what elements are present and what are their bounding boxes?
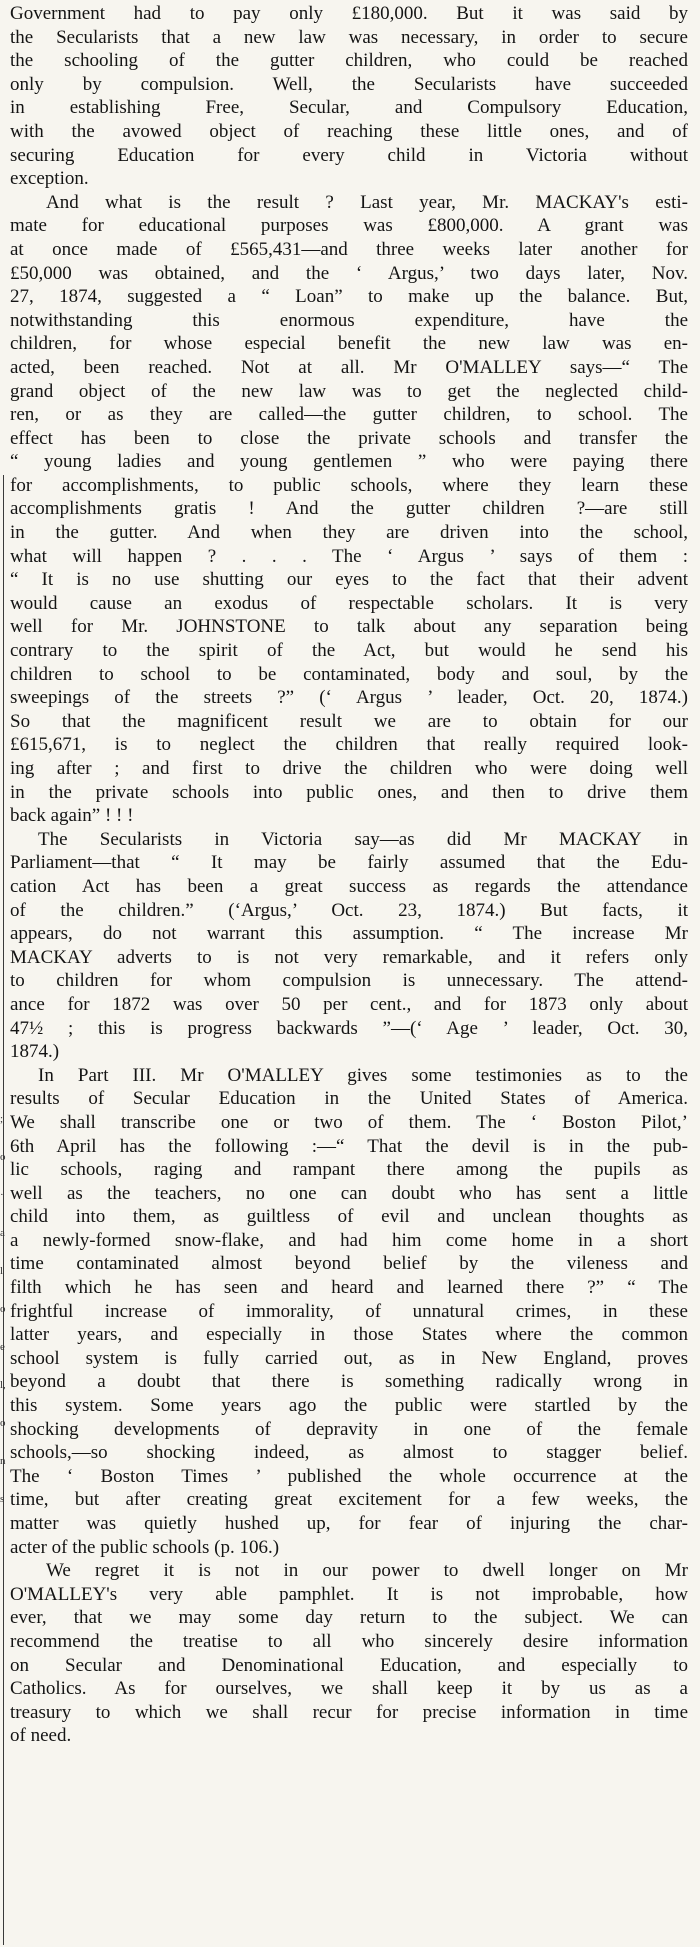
text-line: We shall transcribe one or two of them. The ‘ Boston Pilot,’ <box>10 1111 688 1133</box>
gutter-mark: n <box>0 1455 6 1467</box>
text-line: securing Education for every child in Victoria without <box>10 144 688 166</box>
text-line: sweepings of the streets ?” (‘ Argus ’ leader, Oct. 20, 1874.) <box>10 687 688 709</box>
gutter-mark: e <box>0 1341 5 1353</box>
text-line: ever, that we may some day return to the subject. We can <box>10 1607 688 1629</box>
text-line: the Secularists that a new law was necessary, in order to secure <box>10 26 688 48</box>
text-line: Government had to pay only £180,000. But it was said by <box>10 3 688 24</box>
text-line: at once made of £565,431—and three weeks later another for <box>10 238 688 260</box>
gutter-mark: l, <box>0 1379 6 1391</box>
text-line: the schooling of the gutter children, who could be reached <box>10 50 688 72</box>
gutter-mark: a <box>0 1227 5 1239</box>
text-line: treasury to which we shall recur for precise information in time <box>10 1701 688 1723</box>
text-line: this system. Some years ago the public were startled by the <box>10 1395 688 1417</box>
text-line: The Secularists in Victoria say—as did Mr MACKAY in <box>38 828 688 850</box>
text-column <box>10 2 688 1748</box>
text-line: would cause an exodus of respectable scholars. It is very <box>10 592 688 614</box>
paragraph-4 <box>10 1064 688 1559</box>
text-line: appears, do not warrant this assumption. “ The increase Mr <box>10 923 688 945</box>
gutter-marks <box>0 1100 8 1940</box>
text-line: effect has been to close the private schools and transfer the <box>10 427 688 449</box>
text-line: filth which he has seen and heard and learned there ?” “ The <box>10 1277 688 1299</box>
gutter-mark: ; <box>0 1113 4 1125</box>
text-line: of the children.” (‘Argus,’ Oct. 23, 1874.) But facts, it <box>10 899 688 921</box>
text-line: for accomplishments, to public schools, where they learn these <box>10 474 688 496</box>
text-line: matter was quietly hushed up, for fear of injuring the char- <box>10 1513 688 1534</box>
text-line: grand object of the new law was to get the neglected child- <box>10 380 688 402</box>
text-line: 47½ ; this is progress backwards ”—(‘ Age ’ leader, Oct. 30, <box>10 1017 688 1039</box>
text-line: in the gutter. And when they are driven into the school, <box>10 522 688 544</box>
text-line: what will happen ? . . . The ‘ Argus ’ says of them : <box>10 545 688 567</box>
text-line: a newly-formed snow-flake, and had him come home in a short <box>10 1229 688 1251</box>
gutter-mark: s <box>0 1493 5 1505</box>
text-line: results of Secular Education in the United States of America. <box>10 1088 688 1110</box>
text-line: on Secular and Denominational Education, and especially to <box>10 1654 688 1676</box>
text-line: only by compulsion. Well, the Secularists have succeeded <box>10 73 688 95</box>
text-line: contrary to the spirit of the Act, but would he send his <box>10 640 688 662</box>
text-line: in establishing Free, Secular, and Compulsory Education, <box>10 97 688 119</box>
gutter-mark: l <box>0 1265 4 1277</box>
text-line: schools,—so shocking indeed, as almost to stagger belief. <box>10 1442 688 1464</box>
text-line: to children for whom compulsion is unnecessary. The attend- <box>10 970 688 992</box>
text-line: back again” ! ! ! <box>10 805 134 827</box>
text-line: cation Act has been a great success as regards the attendance <box>10 875 688 897</box>
text-line: children, for whose especial benefit the new law was en- <box>10 333 688 355</box>
text-line: frightful increase of immorality, of unnatural crimes, in these <box>10 1300 688 1322</box>
text-line: ren, or as they are called—the gutter children, to school. The <box>10 404 688 426</box>
text-line: in the private schools into public ones, and then to drive them <box>10 781 688 803</box>
text-line: exception. <box>10 168 89 190</box>
gutter-mark: o <box>0 1151 6 1163</box>
text-line: with the avowed object of reaching these little ones, and of <box>10 120 688 142</box>
text-line: We regret it is not in our power to dwell longer on Mr <box>46 1560 688 1582</box>
gutter-mark: · <box>0 1189 4 1201</box>
text-line: recommend the treatise to all who sincerely desire information <box>10 1630 688 1652</box>
text-line: 6th April has the following :—“ That the devil is in the pub- <box>10 1135 688 1157</box>
text-line: ing after ; and first to drive the children who were doing well <box>10 758 688 779</box>
text-line: ance for 1872 was over 50 per cent., and for 1873 only about <box>10 993 688 1015</box>
text-line: well as the teachers, no one can doubt who has sent a little <box>10 1182 688 1204</box>
gutter-mark: o <box>0 1303 6 1315</box>
text-line: mate for educational purposes was £800,000. A grant was <box>10 215 688 237</box>
text-line: acted, been reached. Not at all. Mr O'MALLEY says—“ The <box>10 356 688 378</box>
text-line: of need. <box>10 1725 72 1747</box>
gutter-mark: o <box>0 1417 6 1429</box>
text-line: The ‘ Boston Times ’ published the whole occurrence at the <box>10 1465 688 1487</box>
text-line: lic schools, raging and rampant there among the pupils as <box>10 1159 688 1181</box>
text-line: acter of the public schools (p. 106.) <box>10 1536 280 1558</box>
text-line: Parliament—that “ It may be fairly assumed that the Edu- <box>10 852 688 874</box>
text-line: time, but after creating great excitement for a few weeks, the <box>10 1489 688 1511</box>
text-line: children to school to be contaminated, body and soul, by the <box>10 663 688 685</box>
text-line: time contaminated almost beyond belief by the vileness and <box>10 1253 688 1275</box>
text-line: shocking developments of depravity in one of the female <box>10 1418 688 1440</box>
text-line: MACKAY adverts to is not very remarkable, and it refers only <box>10 946 688 968</box>
text-line: 1874.) <box>10 1041 60 1063</box>
text-line: accomplishments gratis ! And the gutter children ?—are still <box>10 498 688 520</box>
paragraph-5 <box>10 1559 688 1748</box>
paragraph-3 <box>10 828 688 1064</box>
paragraph-1 <box>10 2 688 191</box>
text-line: school system is fully carried out, as in New England, proves <box>10 1347 688 1369</box>
text-line: £50,000 was obtained, and the ‘ Argus,’ two days later, Nov. <box>10 262 688 284</box>
text-line: beyond a doubt that there is something radically wrong in <box>10 1371 688 1393</box>
text-line: And what is the result ? Last year, Mr. MACKAY's esti- <box>46 191 688 213</box>
text-line: 27, 1874, suggested a “ Loan” to make up the balance. But, <box>10 286 688 308</box>
text-line: In Part III. Mr O'MALLEY gives some testimonies as to the <box>38 1064 688 1086</box>
text-line: So that the magnificent result we are to obtain for our <box>10 710 688 732</box>
text-line: £615,671, is to neglect the children that really required look- <box>10 734 688 756</box>
text-line: “ It is no use shutting our eyes to the fact that their advent <box>10 569 688 591</box>
text-line: well for Mr. JOHNSTONE to talk about any separation being <box>10 616 688 638</box>
text-line: notwithstanding this enormous expenditure, have the <box>10 309 688 331</box>
text-line: O'MALLEY's very able pamphlet. It is not improbable, how <box>10 1583 688 1605</box>
text-line: Catholics. As for ourselves, we shall keep it by us as a <box>10 1678 688 1700</box>
text-line: latter years, and especially in those States where the common <box>10 1324 688 1346</box>
text-line: child into them, as guiltless of evil and unclean thoughts as <box>10 1206 688 1228</box>
text-line: “ young ladies and young gentlemen ” who were paying there <box>10 451 688 473</box>
paragraph-2 <box>10 191 688 828</box>
